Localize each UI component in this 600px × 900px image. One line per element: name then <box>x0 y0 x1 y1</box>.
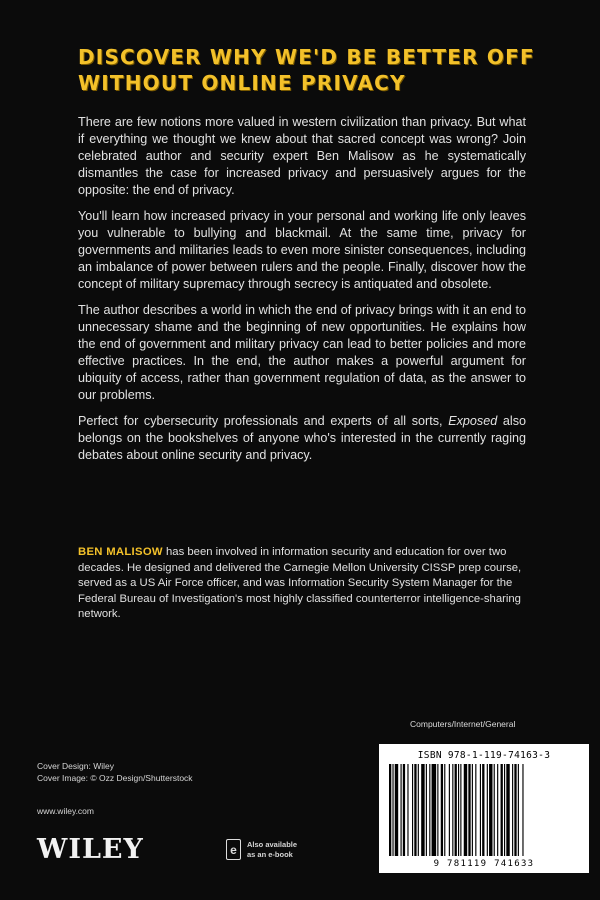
author-bio <box>78 545 526 623</box>
description-paragraph-2: You'll learn how increased privacy in your personal and working life only leaves you vulnerable to bullying and blackmail. At the same time, privacy for governments and militaries leads to even more sinister consequences, including an imbalance of power between rulers and the people. Finally, discover how the concept of military supremacy through secrecy is antiquated and obsolete. <box>78 209 526 291</box>
ebook-icon: e <box>226 839 241 860</box>
author-name: BEN MALISOW <box>78 546 163 558</box>
isbn-barcode-box <box>379 744 589 873</box>
description <box>78 114 526 473</box>
cover-design-credit: Cover Design: Wiley <box>37 761 114 771</box>
closing-text-before: Perfect for cybersecurity professionals and experts of all sorts, <box>78 414 449 428</box>
publisher-logo: WILEY <box>37 834 144 865</box>
description-paragraph-1: There are few notions more valued in western civilization than privacy. But what if everything we thought we knew about that sacred concept was wrong? Join celebrated author and security expert Ben Malisow as he systematically dismantles the case for increased privacy and persuasively argues for the opposite: the end of privacy. <box>78 115 526 197</box>
ebook-text <box>247 840 297 859</box>
description-paragraph-4 <box>78 413 526 464</box>
ebook-notice <box>226 839 297 860</box>
publisher-website: www.wiley.com <box>37 806 94 816</box>
category-label: Computers/Internet/General <box>410 719 516 729</box>
isbn-digits: 9 781119 741633 <box>433 859 535 869</box>
closing-text-after: also belongs on the bookshelves of anyone who's interested in the currently raging debates about online security and privacy. <box>78 414 526 462</box>
ebook-line-1: Also available <box>247 840 298 849</box>
barcode <box>389 764 579 856</box>
author-bio-text: has been involved in information security and education for over two decades. He designed and delivered the Carnegie Mellon University CISSP prep course, served as a US Air Force officer, and was Information Security System Manager for the Federal Bureau of Investigation's most highly classified counterterror intelligence-sharing network. <box>78 546 522 620</box>
headline: DISCOVER WHY WE'D BE BETTER OFF WITHOUT ONLINE PRIVACY <box>78 45 535 95</box>
isbn-label: ISBN 978-1-119-74163-3 <box>417 750 551 761</box>
cover-credits <box>37 760 193 784</box>
book-title-italic: Exposed <box>448 414 498 428</box>
cover-image-credit: Cover Image: © Ozz Design/Shutterstock <box>37 773 193 783</box>
description-paragraph-3: The author describes a world in which the end of privacy brings with it an end to unnecessary shame and the beginning of new opportunities. He explains how the end of government and military privacy can lead to better policies and more effective practices. In the end, the author makes a powerful argument for ubiquity of access, rather than government regulation of data, as the answer to our problems. <box>78 303 526 402</box>
ebook-line-2: as an e-book <box>247 849 293 859</box>
